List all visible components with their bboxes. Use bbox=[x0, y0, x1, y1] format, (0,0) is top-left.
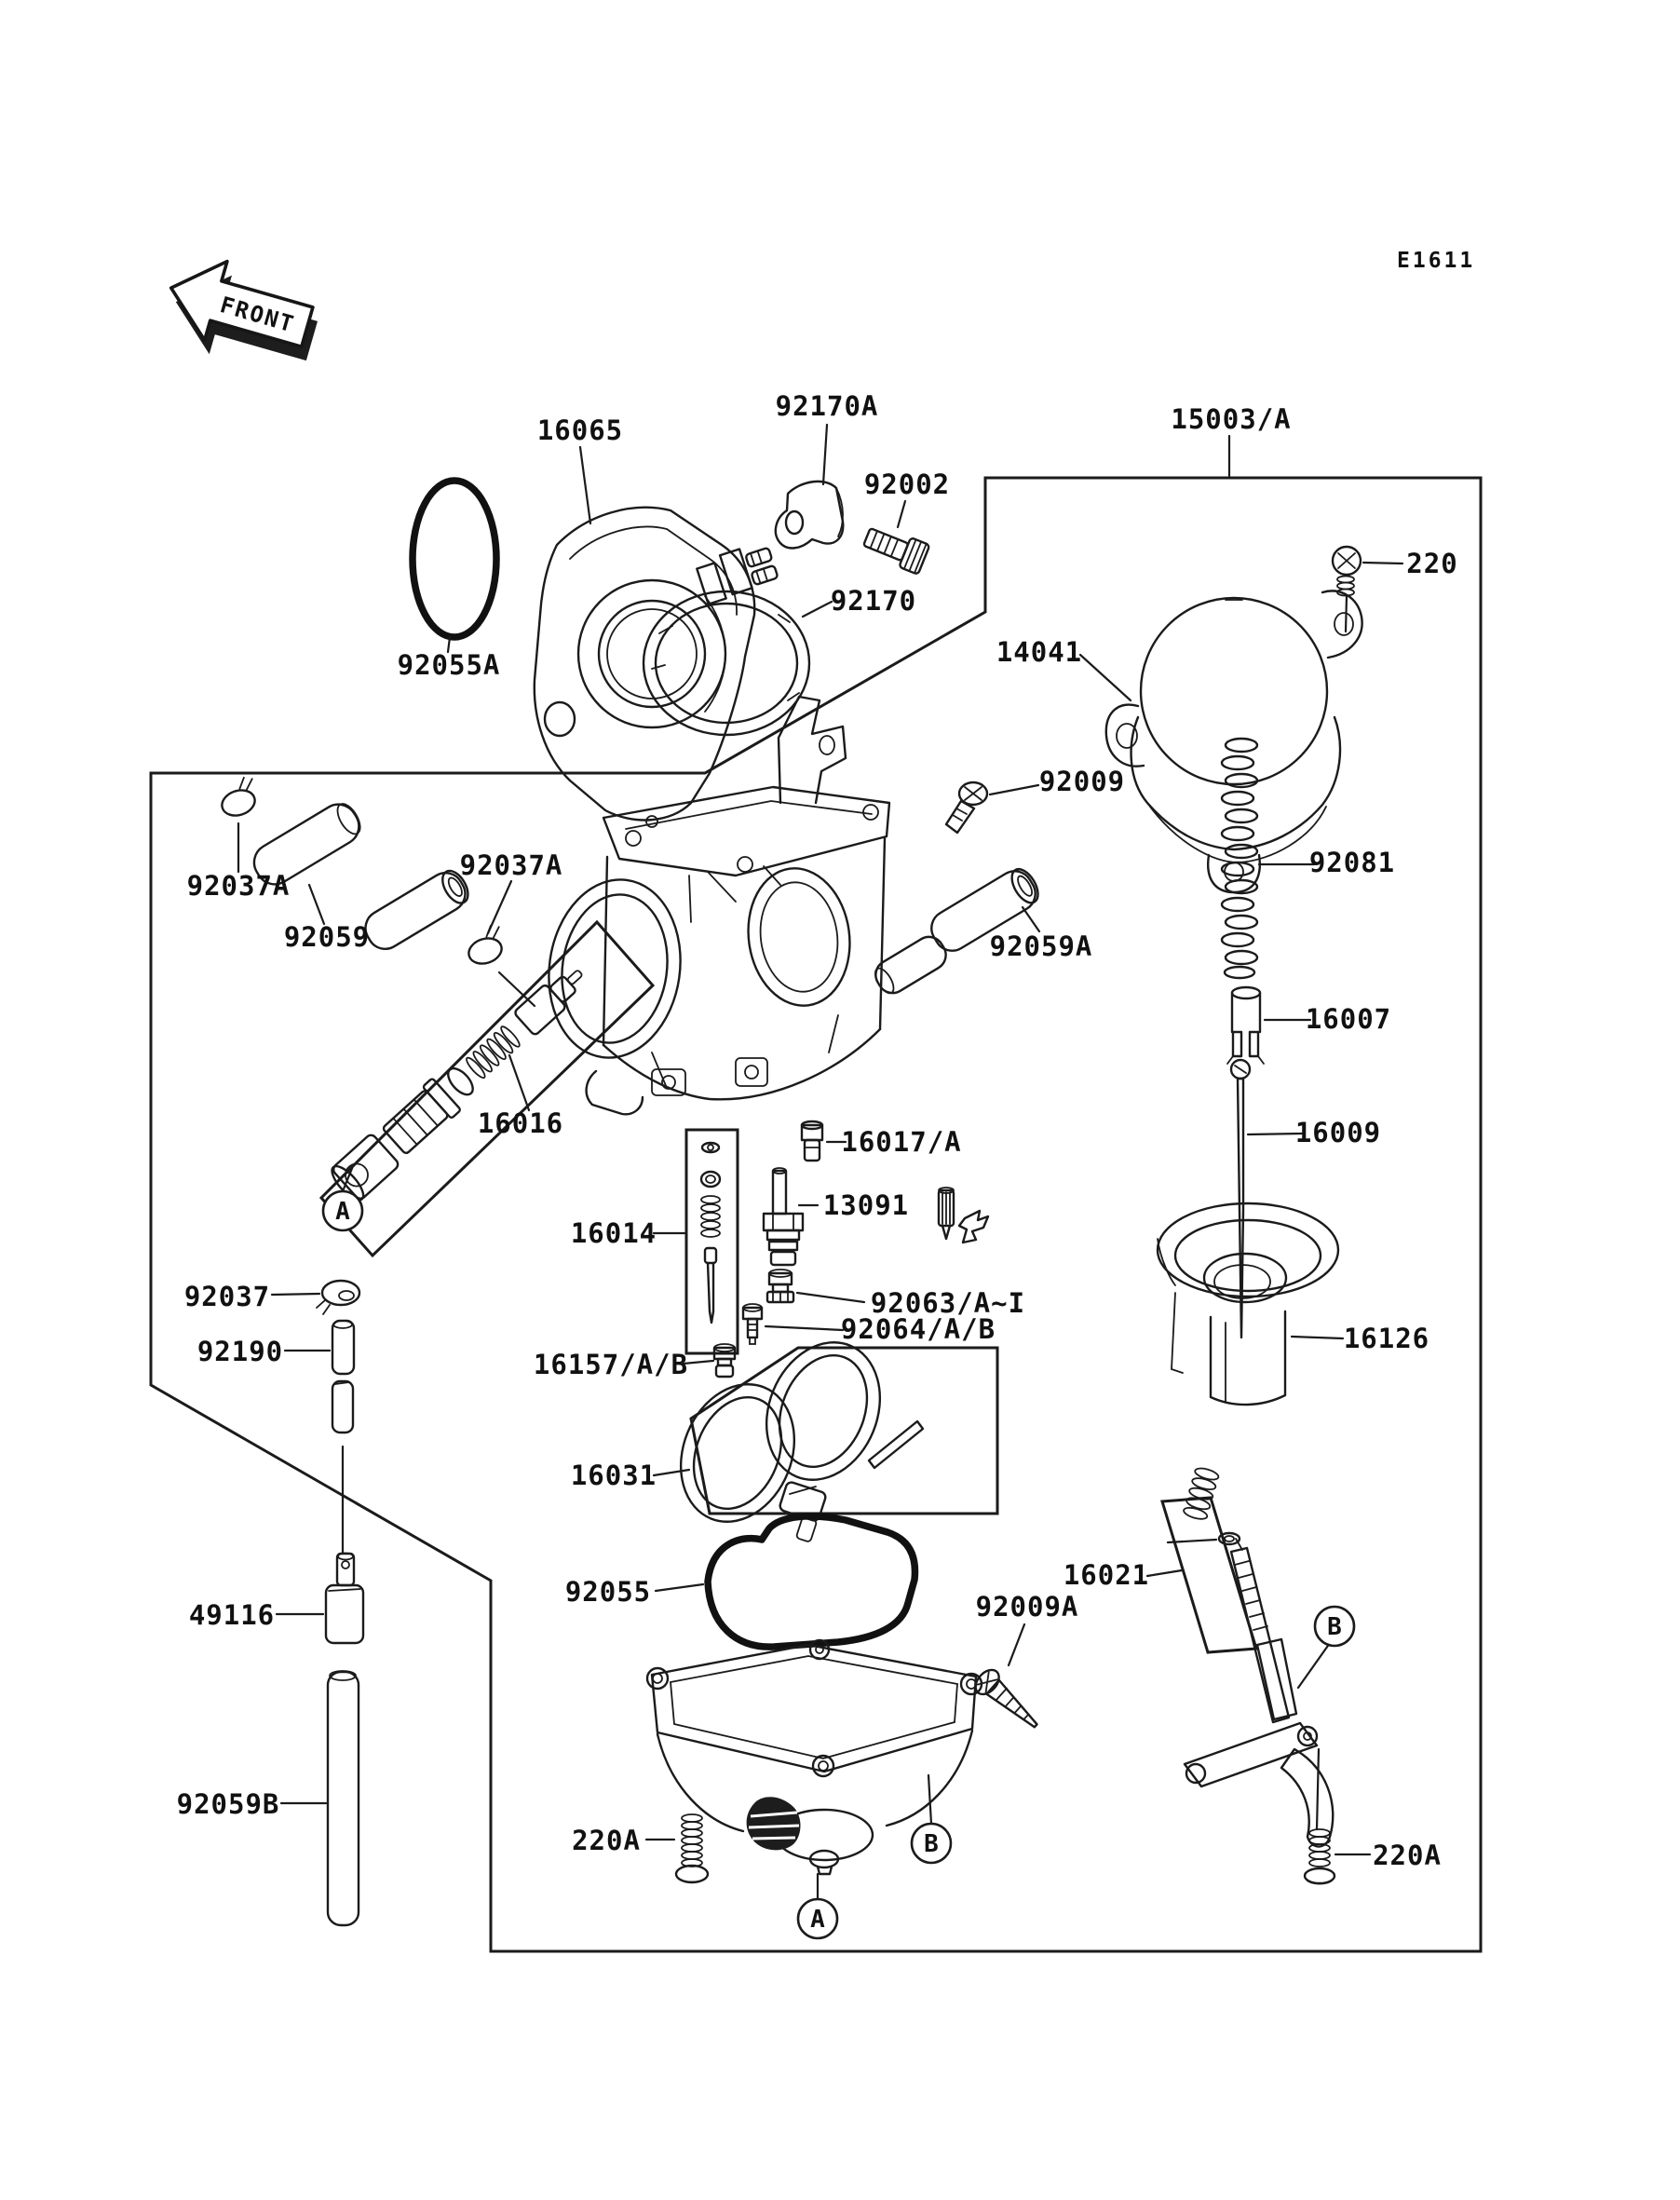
holder-49116 bbox=[326, 1554, 363, 1644]
leader-92170 bbox=[803, 602, 832, 617]
part-label-16031: 16031 bbox=[570, 1460, 657, 1491]
part-label-92037A-l: 92037A bbox=[186, 870, 291, 902]
part-label-92009A: 92009A bbox=[975, 1591, 1079, 1623]
leader-220 bbox=[1363, 563, 1402, 564]
kit-box-16021 bbox=[1162, 1498, 1256, 1652]
reference-bubbles-layer bbox=[323, 1191, 1354, 1938]
spring-92081 bbox=[1222, 739, 1257, 978]
front-arrow-label: FRONT bbox=[217, 292, 298, 338]
part-label-14041: 14041 bbox=[996, 636, 1083, 668]
part-label-92037A-r: 92037A bbox=[459, 849, 563, 881]
part-label-92170: 92170 bbox=[830, 585, 917, 617]
pilot-jet-16017a bbox=[802, 1121, 822, 1161]
part-label-92055A: 92055A bbox=[397, 649, 501, 681]
leader-16031 bbox=[654, 1470, 689, 1475]
extra-leader-2 bbox=[1317, 1749, 1319, 1829]
leader-92063/A~I bbox=[797, 1293, 864, 1302]
needle-jet-13091 bbox=[764, 1168, 803, 1265]
jet-16030 bbox=[939, 1188, 954, 1239]
leader-92055 bbox=[656, 1584, 703, 1591]
part-label-15003/A: 15003/A bbox=[1171, 403, 1292, 435]
page-code: E1611 bbox=[1397, 249, 1476, 273]
part-label-16126: 16126 bbox=[1343, 1323, 1430, 1354]
tube-92059-2 bbox=[359, 865, 474, 956]
starter-kit-16021 bbox=[1183, 1466, 1240, 1544]
bolt-92002 bbox=[860, 523, 929, 575]
part-label-16016: 16016 bbox=[477, 1107, 564, 1139]
part-label-92055: 92055 bbox=[564, 1576, 652, 1608]
leader-92009 bbox=[990, 785, 1038, 794]
tube-92059b bbox=[328, 1671, 359, 1925]
choke-lever-arm bbox=[1185, 1723, 1333, 1847]
leader-92064/A/B bbox=[765, 1326, 843, 1330]
leader-92170A bbox=[823, 425, 827, 484]
part-label-16014: 16014 bbox=[570, 1217, 657, 1249]
screw-92009a bbox=[971, 1665, 1046, 1736]
part-label-16157/A/B: 16157/A/B bbox=[533, 1349, 689, 1380]
part-label-13091: 13091 bbox=[822, 1189, 910, 1221]
clamp-92170 bbox=[644, 540, 809, 735]
kit-box-float bbox=[691, 1348, 997, 1514]
leader-16016 bbox=[509, 1055, 529, 1110]
leader-ref-B bbox=[1298, 1643, 1330, 1688]
front-direction-arrow bbox=[156, 249, 327, 380]
part-label-92059B: 92059B bbox=[176, 1788, 280, 1820]
leader-92009A bbox=[1009, 1624, 1024, 1665]
part-label-92009: 92009 bbox=[1038, 766, 1126, 797]
ref-bubble-letter: B bbox=[924, 1830, 939, 1858]
leader-92037 bbox=[272, 1294, 319, 1295]
leader-16021 bbox=[1147, 1570, 1182, 1576]
diaphragm-16126 bbox=[1158, 1203, 1338, 1405]
needle-clip-holder-16007 bbox=[1227, 987, 1264, 1064]
part-label-92170A: 92170A bbox=[775, 390, 879, 422]
ref-bubble-letter: A bbox=[810, 1906, 825, 1934]
part-label-16065: 16065 bbox=[536, 414, 624, 446]
part-label-92081: 92081 bbox=[1308, 847, 1396, 878]
oring-92055a bbox=[413, 481, 496, 637]
ref-bubble-letter: A bbox=[335, 1198, 350, 1226]
choke-plunger-rod bbox=[1231, 1539, 1296, 1722]
screw-220 bbox=[1333, 547, 1361, 596]
leader-16126 bbox=[1292, 1337, 1343, 1338]
clip-92037a-left bbox=[215, 775, 261, 820]
part-label-16017/A: 16017/A bbox=[841, 1126, 962, 1158]
screw-92009 bbox=[946, 782, 987, 833]
ref-bubble-B-2 bbox=[912, 1824, 951, 1863]
choke-cable-boot bbox=[747, 1797, 801, 1850]
part-label-220A-r: 220A bbox=[1373, 1840, 1442, 1871]
part-label-92002: 92002 bbox=[863, 469, 951, 500]
clip-16044 bbox=[959, 1211, 988, 1243]
bracket-92170a bbox=[776, 482, 843, 549]
pilot-screw-kit-16014 bbox=[701, 1143, 720, 1323]
part-labels-layer bbox=[177, 390, 1458, 1871]
part-label-220: 220 bbox=[1406, 548, 1458, 579]
main-jet-92063 bbox=[767, 1270, 793, 1302]
part-label-92059: 92059 bbox=[283, 921, 371, 953]
clip-92037 bbox=[317, 1281, 359, 1314]
extra-leader-0 bbox=[1346, 596, 1347, 631]
float-16031 bbox=[661, 1325, 923, 1542]
carburetor-body bbox=[537, 697, 889, 1114]
leader-16065 bbox=[580, 447, 590, 523]
part-label-16009: 16009 bbox=[1294, 1117, 1382, 1148]
starter-jet-16157 bbox=[714, 1344, 735, 1377]
float-pin bbox=[869, 1421, 923, 1468]
ref-bubble-letter: B bbox=[1327, 1613, 1342, 1641]
jet-92064 bbox=[743, 1304, 762, 1344]
screw-220a-left bbox=[676, 1814, 708, 1882]
tube-92190 bbox=[332, 1321, 354, 1433]
ref-bubble-A-0 bbox=[323, 1191, 362, 1230]
part-label-16007: 16007 bbox=[1305, 1003, 1392, 1035]
part-label-92190: 92190 bbox=[196, 1336, 284, 1367]
part-label-92063/A~I: 92063/A~I bbox=[870, 1287, 1026, 1319]
ref-bubble-A-1 bbox=[798, 1899, 837, 1938]
leader-lines-layer bbox=[238, 425, 1402, 1899]
leader-92037A-r bbox=[488, 881, 511, 933]
part-label-16021: 16021 bbox=[1063, 1559, 1150, 1591]
leader-ref-B bbox=[928, 1775, 931, 1824]
part-label-92037: 92037 bbox=[183, 1281, 271, 1312]
part-label-220A-l: 220A bbox=[572, 1825, 641, 1856]
leader-92059 bbox=[309, 885, 324, 924]
ref-bubble-B-3 bbox=[1315, 1607, 1354, 1646]
kit-box-16016 bbox=[321, 922, 653, 1256]
part-label-92059A: 92059A bbox=[989, 930, 1093, 962]
leader-92059A bbox=[1023, 907, 1039, 931]
leader-14041 bbox=[1080, 655, 1131, 700]
part-label-92064/A/B: 92064/A/B bbox=[840, 1313, 996, 1345]
part-label-49116: 49116 bbox=[188, 1599, 276, 1631]
leader-92002 bbox=[898, 501, 905, 527]
clip-92037a-right bbox=[462, 923, 508, 968]
